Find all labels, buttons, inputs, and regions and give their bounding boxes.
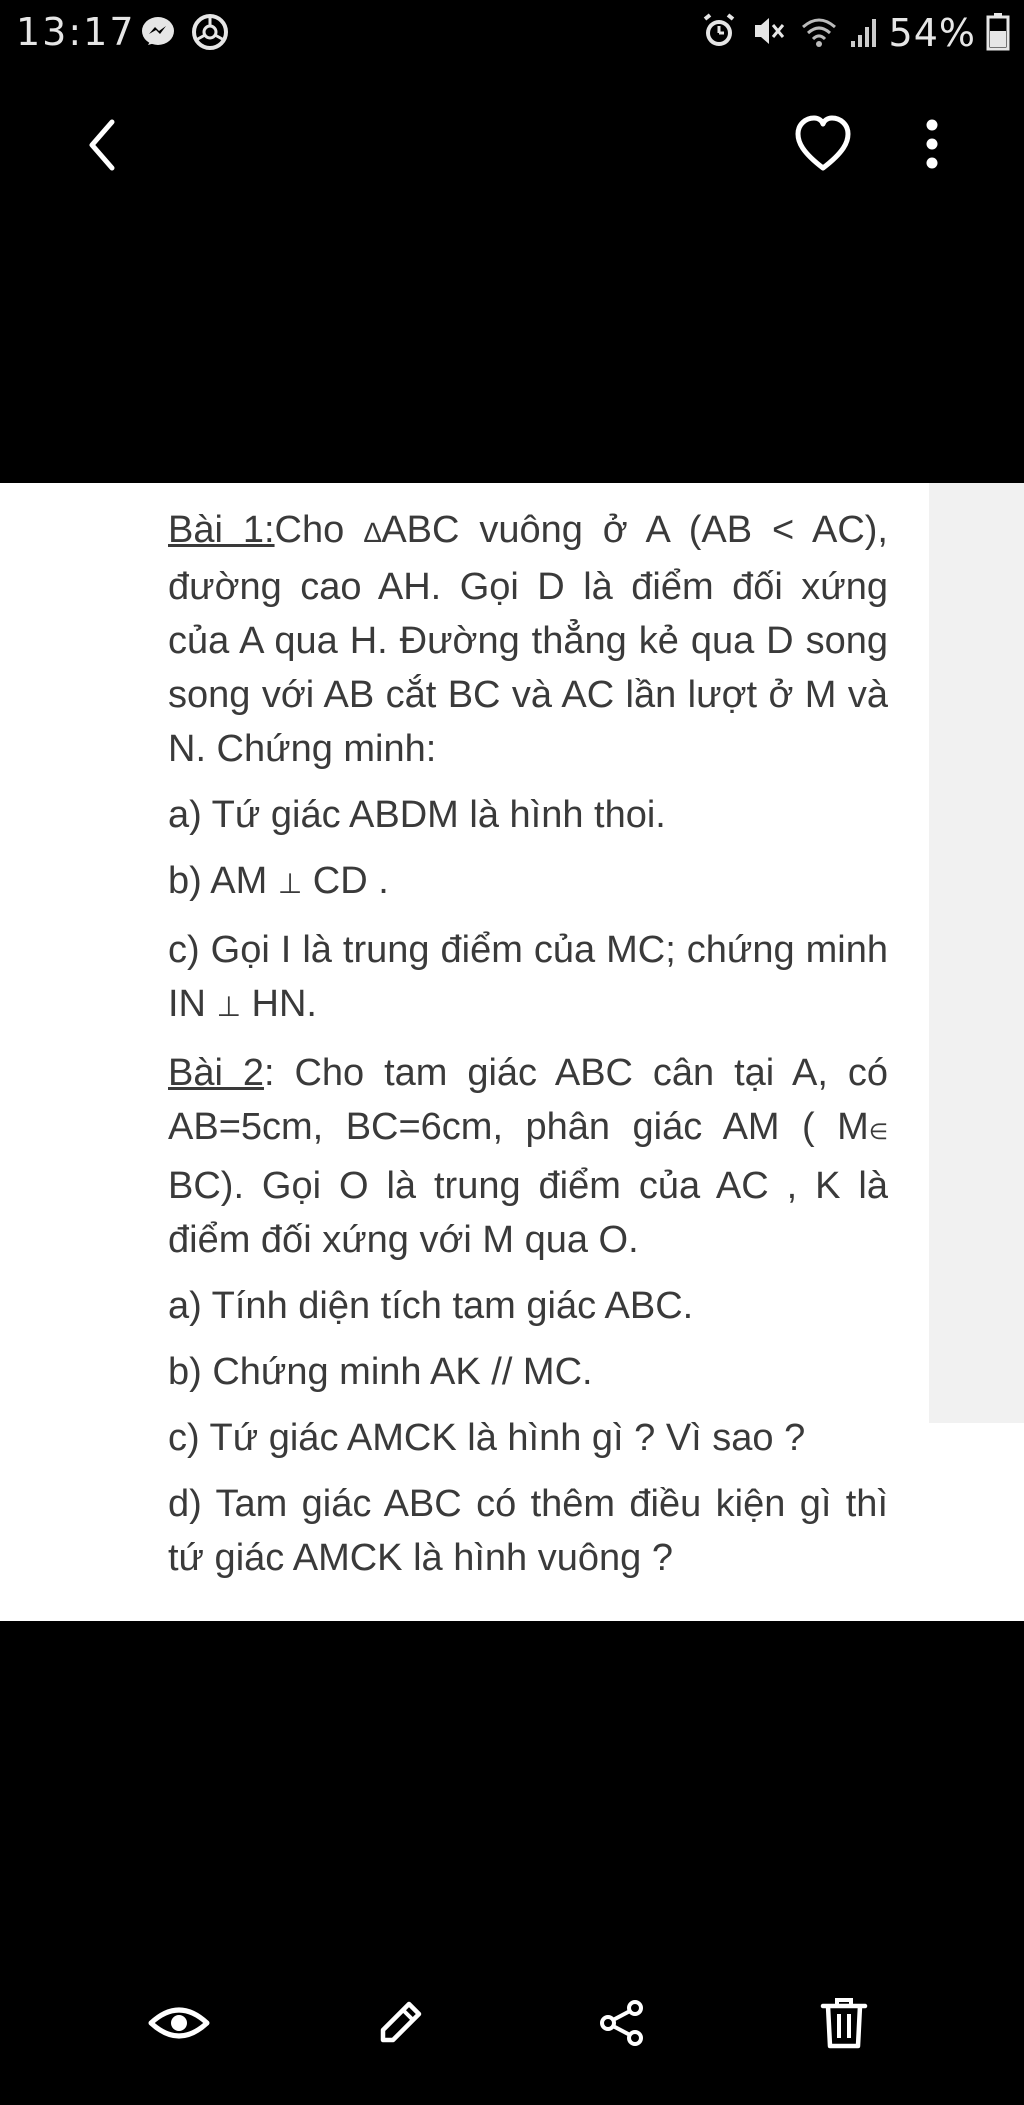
view-button[interactable] (139, 1985, 219, 2065)
mute-icon (749, 11, 789, 56)
delete-button[interactable] (804, 1985, 884, 2065)
bai1-part-c-text-1: c) Gọi I là trung điểm của MC; chứng minh IN (168, 929, 888, 1025)
bai2-part-a: a) Tính diện tích tam giác ABC. (168, 1285, 694, 1327)
bai1-part-b (168, 854, 888, 911)
status-right-group (699, 8, 1010, 58)
bai2-part-b: b) Chứng minh AK // MC. (168, 1351, 593, 1393)
bai2-part-c: c) Tứ giác AMCK là hình gì ? Vì sao ? (168, 1417, 806, 1459)
messenger-icon (138, 12, 178, 57)
back-icon (78, 177, 126, 194)
signal-icon (849, 11, 879, 56)
bai2-part-d: d) Tam giác ABC có thêm điều kiện gì thì tứ giác AMCK là hình vuông ? (168, 1483, 888, 1579)
bai1-part-a: a) Tứ giác ABDM là hình thoi. (168, 794, 666, 836)
battery-icon (986, 11, 1010, 56)
favorite-icon (792, 177, 854, 194)
photo-shadow (929, 483, 1024, 1423)
wifi-icon (799, 11, 839, 56)
chrome-icon (190, 12, 230, 57)
perpendicular-symbol: ⊥ (277, 868, 303, 899)
edit-button[interactable] (360, 1985, 440, 2065)
share-icon (595, 1996, 649, 2055)
perpendicular-symbol: ⊥ (216, 991, 241, 1022)
favorite-button[interactable] (792, 100, 854, 190)
bai1-intro-text-2: ABC vuông ở A (AB < AC), đường cao AH. Gọi D là điểm đối xứng của A qua H. Đường thẳng kẻ qua D song song với AB cắt BC và AC lần lượt ở M và N. Chứng minh: (168, 509, 888, 770)
bai1-part-b-text-2: CD . (302, 860, 389, 902)
bai2-intro-text-2: BC). Gọi O là trung điểm của AC , K là điểm đối xứng với M qua O. (168, 1165, 888, 1261)
bai1-part-c-text-2: HN. (240, 983, 317, 1025)
edit-icon (373, 1996, 427, 2055)
bai2-intro-text-1: : Cho tam giác ABC cân tại A, có AB=5cm, BC=6cm, phân giác AM ( M (168, 1052, 888, 1148)
bai1-part-c (168, 923, 888, 1034)
view-icon (147, 2001, 211, 2050)
bai1-title: Bài 1 (168, 509, 264, 551)
exercise-document (168, 483, 888, 1585)
alarm-icon (699, 11, 739, 56)
element-of-symbol: ∈ (868, 1119, 888, 1144)
share-button[interactable] (582, 1985, 662, 2065)
bai1-title-sep: : (263, 509, 275, 551)
bai2-title: Bài 2 (168, 1052, 264, 1094)
bai1-part-b-text-1: b) AM (168, 860, 278, 902)
status-time: 13:17 (16, 10, 136, 54)
delete-icon (817, 1994, 871, 2057)
triangle-symbol: ∆ (364, 517, 382, 548)
more-options-icon (908, 177, 956, 194)
bai1-intro (168, 503, 888, 776)
bai2-intro (168, 1046, 888, 1267)
photo-viewer[interactable] (0, 483, 1024, 1621)
bai1-intro-text-1: Cho (274, 509, 365, 551)
top-action-bar (0, 100, 1024, 190)
status-bar (0, 0, 1024, 70)
battery-percent: 54% (888, 11, 976, 55)
back-button[interactable] (78, 100, 126, 190)
bottom-action-bar (0, 1985, 1024, 2065)
more-options-button[interactable] (908, 100, 956, 190)
